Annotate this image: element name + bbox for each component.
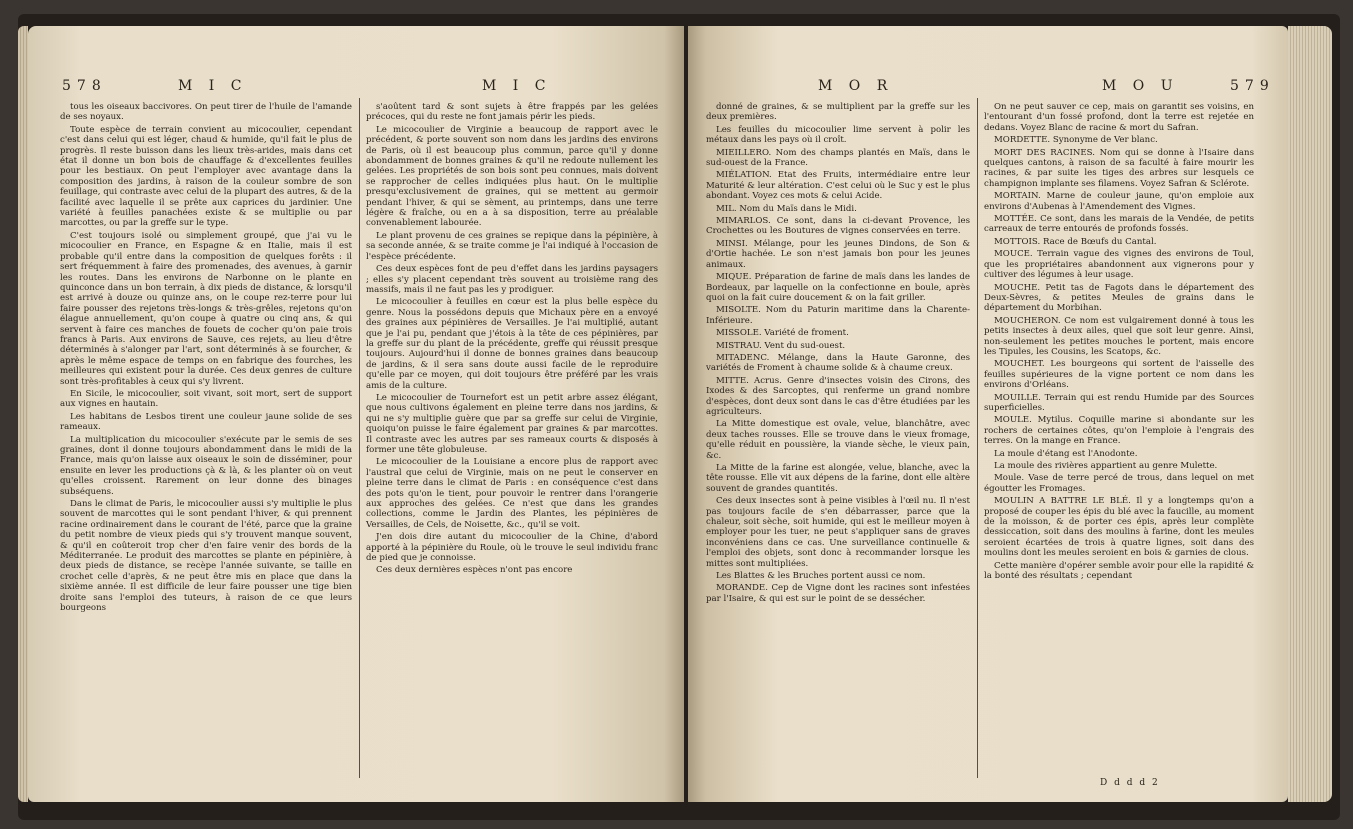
- paragraph: MOULIN A BATTRE LE BLÉ. Il y a longtemps qu'on a proposé de couper les épis du blé avec la faucille, au moment de la moisson, & de porter ces épis, après leur complète dessiccation, soit dans des moulins à farine, dont les meules seroient écartées de trois à quatre lignes, soit dans des moulins dont les meules seroient en bois & garnies de clous.: [984, 496, 1254, 559]
- paragraph: Les Blattes & les Bruches portent aussi ce nom.: [716, 571, 926, 582]
- column-rule: [977, 98, 978, 778]
- paragraph: MITTE. Acrus. Genre d'insectes voisin des Cirons, des Ixodes & des Sarcoptes, qui renferme un grand nombre d'espèces, dont deux sont dans le cas d'être étudiées par les agriculteurs.: [706, 375, 970, 417]
- paragraph: s'aoûtent tard & sont sujets à être frappés par les gelées précoces, qui du reste ne font jamais périr les pieds.: [366, 102, 658, 123]
- paragraph: Le micocoulier de la Louisiane a encore plus de rapport avec l'austral que celui de Virginie, mais on ne peut le conserver en pleine terre dans le climat de Paris : en conséquence c'est dans des pots qu'on le tient, pour pouvoir le rentrer dans l'orangerie aux approches des gelées. Ce n'est que dans les grandes collections, comme le Jardin des Plantes, les pépinières de Versailles, de Cels, de Noisette, &c., qu'il se voit.: [366, 457, 658, 530]
- paragraph: Ces deux insectes sont à peine visibles à l'œil nu. Il n'est pas toujours facile de s'en débarrasser, parce que la chaleur, soit sèche, soit humide, qui est le meilleur moyen à employer pour les tuer, ne peut s'appliquer sans de graves inconvéniens dans ce cas. Une surveillance continuelle & l'emploi des objets, sont donc à recommander lorsque les mittes sont multipliées.: [706, 496, 970, 569]
- left-page-edges: [18, 26, 28, 802]
- right-page: [688, 26, 1288, 802]
- left-running-head-right: M I C: [482, 78, 552, 94]
- paragraph: Les habitans de Lesbos tirent une couleur jaune solide de ses rameaux.: [60, 411, 352, 433]
- paragraph: MOUCHE. Petit tas de Fagots dans le département des Deux-Sèvres, & petites Meules de grains dans le département du Morbihan.: [984, 282, 1254, 314]
- paragraph: C'est toujours isolé ou simplement groupé, que j'ai vu le micocoulier en France, en Espagne & en Italie, mais il est probable qu'il entre dans la composition de quelques forêts : il sert fréquemment à faire des promenades, des avenues, à garnir les routes. Dans les environs de Narbonne on le plante en quinconce dans un bon terrain, à dix pieds de distance, & lorsqu'il est arrivé à douze ou quinze ans, on le coupe rez-terre pour lui faire pousser des rejetons très-longs & très-grêles, rejetons qu'on élague annuellement, qu'on coupe à quatre ou cinq ans, & qui servent à faire ces manches de fouets de cocher qu'on paie trois francs à Paris. Aux environs de Sauve, ces rejets, au lieu d'être déterminés à s'alonger par l'art, sont déterminés à se fourcher, & après le même espace de temps on en fabrique des fourches, les meilleures qui existent pour la durée. Ces deux genres de culture sont très-profitables à ceux qui s'y livrent.: [60, 230, 352, 387]
- paragraph: MOULE. Mytilus. Coquille marine si abondante sur les rochers de certaines côtes, qu'on l'emploie à l'engrais des terres. On la mange en France.: [984, 415, 1254, 447]
- signature-mark: D d d d 2: [1100, 778, 1160, 788]
- paragraph: MIMARLOS. Ce sont, dans la ci-devant Provence, les Crochettes ou les Boutures de vignes conservées en terre.: [706, 216, 970, 237]
- column-rule: [359, 98, 360, 778]
- left-column-2: [366, 102, 658, 578]
- paragraph: Ces deux espèces font de peu d'effet dans les jardins paysagers ; elles s'y placent cependant très souvent au troisième rang des massifs, mais il ne faut pas les y prodiguer.: [366, 264, 658, 295]
- left-column-1: [60, 102, 352, 616]
- paragraph: Cette manière d'opérer semble avoir pour elle la rapidité & la bonté des résultats ; cependant: [984, 560, 1254, 582]
- paragraph: MORDETTE. Synonyme de Ver blanc.: [994, 135, 1158, 146]
- paragraph: Le micocoulier de Tournefort est un petit arbre assez élégant, que nous cultivons également en pleine terre dans nos jardins, & qui ne s'y multiplie guère que par sa greffe sur celui de Virginie, quoiqu'on puisse le faire également par graines & par marcottes. Il contraste avec les autres par ses rameaux courts & disposés à former une tête globuleuse.: [366, 392, 658, 455]
- paragraph: Le plant provenu de ces graines se repique dans la pépinière, à sa seconde année, & se traite comme je l'ai indiqué à l'occasion de l'espèce précédente.: [366, 230, 658, 262]
- right-running-head-left: M O R: [818, 78, 894, 94]
- paragraph: MISTRAU. Vent du sud-ouest.: [716, 340, 846, 351]
- paragraph: La moule des rivières appartient au genre Mulette.: [994, 461, 1218, 471]
- paragraph: MORANDE. Cep de Vigne dont les racines sont infestées par l'Isaire, & qui est sur le point de se dessécher.: [706, 583, 970, 604]
- right-running-head-right: M O U: [1102, 78, 1179, 94]
- paragraph: La moule d'étang est l'Anodonte.: [994, 448, 1138, 459]
- right-page-edges: [1288, 26, 1332, 802]
- paragraph: Ces deux dernières espèces n'ont pas encore: [376, 565, 573, 576]
- paragraph: Le micocoulier de Virginie a beaucoup de rapport avec le précédent, & porte souvent son nom dans les jardins des environs de Paris, où il est beaucoup plus commun, parce qu'il y donne abondamment de bonnes graines & qu'il ne redoute nullement les gelées. Les propriétés de son bois sont peu connues, mais doivent se rapprocher de celles indiquées plus haut. On le multiplie presqu'exclusivement de graines, qui se mettent au germoir pendant l'hiver, & qui se sèment, au printemps, dans une terre légère & fraîche, ou en a à sa disposition, terre au préalable convenablement labourée.: [366, 124, 658, 229]
- paragraph: MORTAIN. Marne de couleur jaune, qu'on emploie aux environs d'Aubenas à l'Amendement des Vignes.: [984, 191, 1254, 212]
- left-running-head-left: M I C: [178, 78, 248, 94]
- paragraph: MOUCHERON. Ce nom est vulgairement donné à tous les petits insectes à deux ailes, quel que soit leur genre. Ainsi, non-seulement les petites mouches le portent, mais encore les Tipules, les Cousins, les Scatops, &c.: [984, 315, 1254, 357]
- paragraph: Le micocoulier à feuilles en cœur est la plus belle espèce du genre. Nous la possédons depuis que Michaux père en a envoyé des graines aux pépinières de Versailles. Je l'ai multiplié, autant que je l'ai pu, pendant que j'étois à la tête de ces pépinières, par la greffe sur du plant de la précédente, greffe qui réussit presque toujours. Aujourd'hui il donne de bonnes graines dans beaucoup de jardins, & il sera sans doute aussi facile de le reproduire qu'elle par ce moyen, qui doit toujours être préféré par les vrais amis de la culture.: [366, 297, 658, 391]
- paragraph: On ne peut sauver ce cep, mais on garantit ses voisins, en l'entourant d'un fossé profond, dont la terre est rejetée en dedans. Voyez Blanc de racine & mort du Safran.: [984, 102, 1254, 133]
- paragraph: MOTTÉE. Ce sont, dans les marais de la Vendée, de petits carreaux de terre entourés de profonds fossés.: [984, 214, 1254, 235]
- paragraph: MOUILLE. Terrain qui est rendu Humide par des Sources superficielles.: [984, 392, 1254, 413]
- paragraph: J'en dois dire autant du micocoulier de la Chine, d'abord apporté à la pépinière du Roule, où le trouve le seul individu franc de pied que je connoisse.: [366, 532, 658, 564]
- paragraph: Les feuilles du micocoulier lime servent à polir les métaux dans les pays où il croît.: [706, 124, 970, 146]
- paragraph: MIÉLATION. Etat des Fruits, intermédiaire entre leur Maturité & leur altération. C'est celui où le Suc y est le plus abondant. Voyez ces mots & celui Acide.: [706, 170, 970, 202]
- paragraph: La multiplication du micocoulier s'exécute par le semis de ses graines, dont il donne toujours abondamment dans le midi de la France, mais qu'on laisse aux oiseaux le soin de disséminer, pour ensuite en lever les productions çà & là, & les planter où on veut qu'elles croissent. Rarement on leur donne des binages subséquens.: [60, 434, 352, 497]
- paragraph: MITADENC. Mélange, dans la Haute Garonne, des variétés de Froment à chaume solide & à chaume creux.: [706, 352, 970, 374]
- paragraph: MIL. Nom du Maïs dans le Midi.: [716, 203, 857, 214]
- paragraph: MIEILLERO. Nom des champs plantés en Maïs, dans le sud-ouest de la France.: [706, 147, 970, 169]
- paragraph: Toute espèce de terrain convient au micocoulier, cependant c'est dans celui qui est léger, chaud & humide, qu'il fait le plus de progrès. Il reste buisson dans les lieux très-arides, mais dans cet état il donne un bon bois de chauffage & d'excellentes feuilles pour les bestiaux. On peut l'employer avec avantage dans la composition des jardins, à raison de la couleur sombre de son feuillage, qui contraste avec celui de la plupart des autres, & de la facilité avec laquelle il se prête aux caprices du jardinier. Une variété à feuilles panachées existe & se multiplie ou par marcottes, ou par la greffe sur le type.: [60, 124, 352, 229]
- paragraph: La Mitte de la farine est alongée, velue, blanche, avec la tête rousse. Elle vit aux dépens de la farine, dont elle altère souvent de grandes quantités.: [706, 463, 970, 494]
- paragraph: MINSI. Mélange, pour les jeunes Dindons, de Son & d'Ortie hachée. Le son n'est jamais bon pour les jeunes animaux.: [706, 238, 970, 270]
- paragraph: Moule. Vase de terre percé de trous, dans lequel on met égoutter les Fromages.: [984, 473, 1254, 494]
- paragraph: MOUCHET. Les bourgeons qui sortent de l'aisselle des feuilles supérieures de la vigne portent ce nom dans les environs d'Orléans.: [984, 359, 1254, 391]
- paragraph: MORT DES RACINES. Nom qui se donne à l'Isaire dans quelques cantons, à raison de sa faculté à faire mourir les racines, & par suite les tiges des arbres sur lesquels ce champignon implante ses filamens. Voyez Safran & Sclérote.: [984, 147, 1254, 189]
- paragraph: En Sicile, le micocoulier, soit vivant, soit mort, sert de support aux vignes en hautain.: [60, 388, 352, 410]
- paragraph: MOTTOIS. Race de Bœufs du Cantal.: [994, 236, 1157, 247]
- paragraph: donné de graines, & se multiplient par la greffe sur les deux premières.: [706, 102, 970, 123]
- right-column-1: [706, 102, 970, 606]
- paragraph: tous les oiseaux baccivores. On peut tirer de l'huile de l'amande de ses noyaux.: [60, 102, 352, 123]
- paragraph: MISSOLE. Variété de froment.: [716, 328, 849, 339]
- right-column-2: [984, 102, 1254, 583]
- open-book: [18, 14, 1340, 820]
- paragraph: MOUCE. Terrain vague des vignes des environs de Toul, que les propriétaires abandonnent aux vignerons pour y cultiver des légumes à leur usage.: [984, 249, 1254, 281]
- left-page: [28, 26, 684, 802]
- left-page-number: 578: [62, 78, 107, 94]
- paragraph: MISOLTE. Nom du Paturin maritime dans la Charente-Inférieure.: [706, 305, 970, 326]
- paragraph: MIQUE. Préparation de farine de maïs dans les landes de Bordeaux, par laquelle on la confectionne en boule, après quoi on la fait cuire doucement & on la fait griller.: [706, 272, 970, 303]
- paragraph: La Mitte domestique est ovale, velue, blanchâtre, avec deux taches rousses. Elle se trouve dans le vieux fromage, qu'elle réduit en poussière, la viande sèche, le vieux pain, &c.: [706, 419, 970, 461]
- right-page-number: 579: [1230, 78, 1275, 94]
- paragraph: Dans le climat de Paris, le micocoulier aussi s'y multiplie le plus souvent de marcottes qui le sont pendant l'hiver, & qui prennent racine ordinairement dans le courant de l'été, parce que la graine du petit nombre de vieux pieds qui s'y trouvent manque souvent, & qu'il en coûteroit trop cher d'en faire venir des bords de la Méditerranée. Le produit des marcottes se plante en pépinière, à deux pieds de distance, se recèpe l'année suivante, se taille en crochet celle d'après, & ne peut être mis en place que dans la sixième année. Il est difficile de leur faire pousser une tige bien droite sans l'emploi des tuteurs, à raison de ce que leurs bourgeons: [60, 499, 352, 614]
